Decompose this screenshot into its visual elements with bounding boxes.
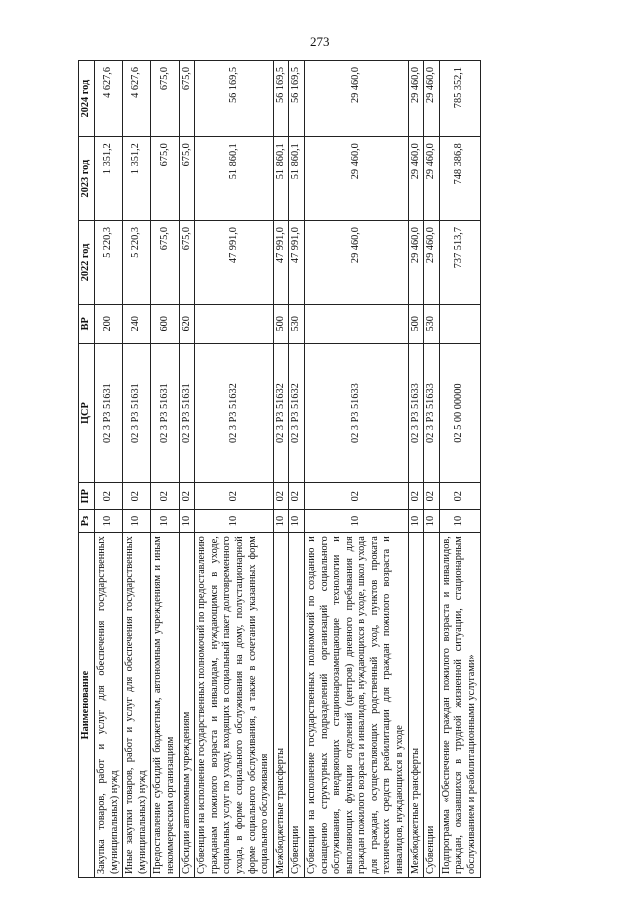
cell-name: Подпрограмма «Обеспечение граждан пожилого возраста и инвалидов, граждан, оказавшихся в трудной жизненной ситуации, стационарным обслуживанием и реабилитационными услугами» <box>439 533 480 878</box>
cell-y2023: 748 386,8 <box>439 137 480 221</box>
cell-csr: 02 3 P3 51631 <box>179 343 195 483</box>
cell-vr: 620 <box>179 304 195 343</box>
cell-rz: 10 <box>95 509 123 532</box>
cell-rz: 10 <box>424 509 440 532</box>
cell-csr: 02 3 P3 51631 <box>151 343 179 483</box>
cell-y2022: 47 991,0 <box>195 221 274 305</box>
cell-y2022: 29 460,0 <box>304 221 408 305</box>
header-vr: ВР <box>79 304 95 343</box>
header-csr: ЦСР <box>79 343 95 483</box>
cell-name: Субвенции <box>424 533 440 878</box>
cell-y2024: 29 460,0 <box>408 61 424 137</box>
table-row <box>289 61 305 878</box>
cell-y2022: 47 991,0 <box>273 221 289 305</box>
cell-y2022: 5 220,3 <box>95 221 123 305</box>
cell-y2022: 29 460,0 <box>408 221 424 305</box>
cell-csr: 02 3 P3 51632 <box>273 343 289 483</box>
cell-pr: 02 <box>95 483 123 509</box>
cell-y2024: 29 460,0 <box>424 61 440 137</box>
table-row <box>424 61 440 878</box>
cell-csr: 02 3 P3 51633 <box>424 343 440 483</box>
table-row <box>151 61 179 878</box>
cell-name: Субвенции на исполнение государственных полномочий по созданию и оснащению структурных подразделений организаций социального обслуживания, внедряющих стационарозамещающие технологии и выполняющих функции отделений (центров) дневного пребывания для граждан пожилого возраста и инвалидов, нуждающихся в уходе, школ ухода для граждан, осуществляющих родственный уход, пунктов проката технических средств реабилитации для граждан пожилого возраста и инвалидов, нуждающихся в уходе <box>304 533 408 878</box>
cell-y2022: 675,0 <box>179 221 195 305</box>
cell-vr: 200 <box>95 304 123 343</box>
cell-rz: 10 <box>439 509 480 532</box>
cell-csr: 02 3 P3 51631 <box>95 343 123 483</box>
cell-y2024: 56 169,5 <box>289 61 305 137</box>
cell-pr: 02 <box>439 483 480 509</box>
budget-table-rotated <box>78 60 532 878</box>
cell-y2023: 51 860,1 <box>273 137 289 221</box>
cell-vr: 240 <box>123 304 151 343</box>
cell-pr: 02 <box>179 483 195 509</box>
cell-rz: 10 <box>179 509 195 532</box>
cell-y2023: 51 860,1 <box>195 137 274 221</box>
cell-vr: 530 <box>289 304 305 343</box>
cell-name: Закупка товаров, работ и услуг для обеспечения государственных (муниципальных) нужд <box>95 533 123 878</box>
cell-vr: 530 <box>424 304 440 343</box>
cell-vr: 500 <box>273 304 289 343</box>
table-row <box>304 61 408 878</box>
header-2023: 2023 год <box>79 137 95 221</box>
cell-y2024: 4 627,6 <box>123 61 151 137</box>
page-number: 273 <box>310 34 330 49</box>
cell-y2024: 56 169,5 <box>195 61 274 137</box>
header-name: Наименование <box>79 533 95 878</box>
cell-rz: 10 <box>151 509 179 532</box>
cell-csr: 02 3 P3 51632 <box>195 343 274 483</box>
cell-y2023: 29 460,0 <box>304 137 408 221</box>
cell-pr: 02 <box>304 483 408 509</box>
cell-pr: 02 <box>289 483 305 509</box>
cell-y2024: 56 169,5 <box>273 61 289 137</box>
cell-y2022: 675,0 <box>151 221 179 305</box>
cell-name: Иные закупки товаров, работ и услуг для обеспечения государственных (муниципальных) нужд <box>123 533 151 878</box>
cell-vr: 500 <box>408 304 424 343</box>
cell-rz: 10 <box>273 509 289 532</box>
cell-name: Субвенции <box>289 533 305 878</box>
cell-y2024: 785 352,1 <box>439 61 480 137</box>
header-pr: ПР <box>79 483 95 509</box>
cell-y2022: 29 460,0 <box>424 221 440 305</box>
cell-pr: 02 <box>123 483 151 509</box>
cell-y2024: 675,0 <box>151 61 179 137</box>
cell-pr: 02 <box>151 483 179 509</box>
cell-y2023: 675,0 <box>179 137 195 221</box>
table-row <box>123 61 151 878</box>
cell-csr: 02 3 P3 51632 <box>289 343 305 483</box>
cell-y2023: 1 351,2 <box>123 137 151 221</box>
cell-y2022: 737 513,7 <box>439 221 480 305</box>
cell-rz: 10 <box>304 509 408 532</box>
cell-y2022: 47 991,0 <box>289 221 305 305</box>
table-row <box>408 61 424 878</box>
budget-table <box>78 60 481 878</box>
cell-y2023: 29 460,0 <box>424 137 440 221</box>
table-header-row <box>79 61 95 878</box>
cell-y2023: 1 351,2 <box>95 137 123 221</box>
cell-name: Межбюджетные трансферты <box>273 533 289 878</box>
cell-vr <box>439 304 480 343</box>
cell-name: Субвенции на исполнение государственных полномочий по предоставлению гражданам пожилого возраста и инвалидам, нуждающимся в уходе, социальных услуг по уходу, входящих в социальный пакет долговременного ухода, в форме социального обслуживания на дому, полустационарной форме социального обслуживания, а также в сочетании указанных форм социального обслуживания <box>195 533 274 878</box>
cell-y2022: 5 220,3 <box>123 221 151 305</box>
cell-pr: 02 <box>195 483 274 509</box>
cell-pr: 02 <box>408 483 424 509</box>
cell-name: Субсидии автономным учреждениям <box>179 533 195 878</box>
table-row <box>95 61 123 878</box>
cell-rz: 10 <box>123 509 151 532</box>
table-row <box>179 61 195 878</box>
cell-y2023: 29 460,0 <box>408 137 424 221</box>
cell-name: Предоставление субсидий бюджетным, автономным учреждениям и иным некоммерческим организациям <box>151 533 179 878</box>
header-rz: Рз <box>79 509 95 532</box>
cell-name: Межбюджетные трансферты <box>408 533 424 878</box>
table-row <box>439 61 480 878</box>
cell-csr: 02 3 P3 51633 <box>304 343 408 483</box>
header-2022: 2022 год <box>79 221 95 305</box>
cell-pr: 02 <box>273 483 289 509</box>
cell-csr: 02 5 00 00000 <box>439 343 480 483</box>
cell-vr <box>304 304 408 343</box>
cell-y2024: 675,0 <box>179 61 195 137</box>
cell-pr: 02 <box>424 483 440 509</box>
cell-y2024: 29 460,0 <box>304 61 408 137</box>
cell-rz: 10 <box>408 509 424 532</box>
cell-rz: 10 <box>195 509 274 532</box>
table-row <box>273 61 289 878</box>
cell-csr: 02 3 P3 51631 <box>123 343 151 483</box>
header-2024: 2024 год <box>79 61 95 137</box>
table-row <box>195 61 274 878</box>
cell-vr: 600 <box>151 304 179 343</box>
cell-vr <box>195 304 274 343</box>
cell-rz: 10 <box>289 509 305 532</box>
cell-y2023: 675,0 <box>151 137 179 221</box>
cell-y2023: 51 860,1 <box>289 137 305 221</box>
cell-y2024: 4 627,6 <box>95 61 123 137</box>
cell-csr: 02 3 P3 51633 <box>408 343 424 483</box>
